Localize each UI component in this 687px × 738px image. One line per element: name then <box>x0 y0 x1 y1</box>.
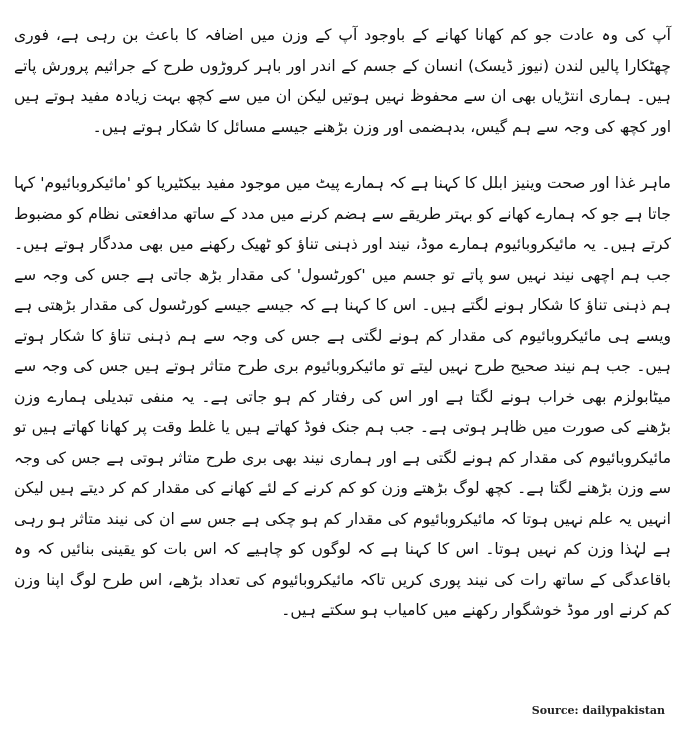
main-paragraph: ماہر غذا اور صحت وینیز ابلل کا کہنا ہے کہ ہمارے پیٹ میں موجود مفید بیکٹیریا کو 'مائیکروبائیوم' کہا جاتا ہے جو کہ ہمارے کھانے کو بہتر طریقے سے ہضم کرنے میں مدد کے ساتھ مدافعتی نظام کو مضبوط کرتے ہیں۔ یہ مائیکروبائیوم ہمارے موڈ، نیند اور ذہنی تناؤ کو ٹھیک رکھنے میں بھی مددگار ہوتے ہیں۔ جب ہم اچھی نیند نہیں سو پاتے تو جسم میں 'کورٹسول' کی مقدار بڑھ جاتی ہے جس کی وجہ سے ہم ذہنی تناؤ کا شکار ہونے لگتے ہیں۔ اس کا کہنا ہے کہ جیسے جیسے کورٹسول کی مقدار بڑھتی ہے ویسے ہی مائیکروبائیوم کی مقدار کم ہونے لگتی ہے جس کی وجہ سے ہم ذہنی تناؤ کا شکار ہوتے ہیں۔ جب ہم نیند صحیح طرح نہیں لیتے تو مائیکروبائیوم بری طرح متاثر ہوتے ہیں جس کی وجہ سے میٹابولزم بھی خراب ہونے لگتا ہے اور اس کی رفتار کم ہو جاتی ہے۔ یہ منفی تبدیلی ہمارے وزن بڑھنے کی صورت میں ظاہر ہوتی ہے۔ جب ہم جنک فوڈ کھاتے ہیں یا غلط وقت پر کھانا کھاتے ہیں تو مائیکروبائیوم کی مقدار کم ہونے لگتی ہے اور ہماری نیند بھی بری طرح متاثر ہوتی ہے جس کی وجہ سے وزن بڑھنے لگتا ہے۔ کچھ لوگ بڑھتے وزن کو کم کرنے کے لئے کھانے کی مقدار کم کر دیتے ہیں لیکن انہیں یہ علم نہیں ہوتا کہ مائیکروبائیوم کی مقدار کم ہو چکی ہے جس سے ان کی نیند متاثر ہو رہی ہے لہٰذا وزن کم نہیں ہوتا۔ اس کا کہنا ہے کہ لوگوں کو چاہیے کہ اس بات کو یقینی بنائیں کہ وہ باقاعدگی کے ساتھ رات کی نیند پوری کریں تاکہ مائیکروبائیوم کی تعداد بڑھے، اس طرح لوگ اپنا وزن کم کرنے اور موڈ خوشگوار رکھنے میں کامیاب ہو سکتے ہیں۔ <box>14 174 671 619</box>
source-credit: Source: dailypakistan <box>531 704 665 717</box>
intro-paragraph: آپ کی وہ عادت جو کم کھانا کھانے کے باوجود آپ کے وزن میں اضافہ کا باعث بن رہی ہے، فوری چھٹکارا پالیں لندن (نیوز ڈیسک) انسان کے جسم کے اندر اور باہر کروڑوں طرح کے جراثیم پرورش پاتے ہیں۔ ہماری انتڑیاں بھی ان سے محفوظ نہیں ہوتیں لیکن ان میں سے کچھ بہت زیادہ مفید ہوتے ہیں اور کچھ کی وجہ سے ہم گیس، بدہضمی اور وزن بڑھنے جیسے مسائل کا شکار ہوتے ہیں۔ <box>14 26 671 136</box>
article-body <box>14 20 671 652</box>
